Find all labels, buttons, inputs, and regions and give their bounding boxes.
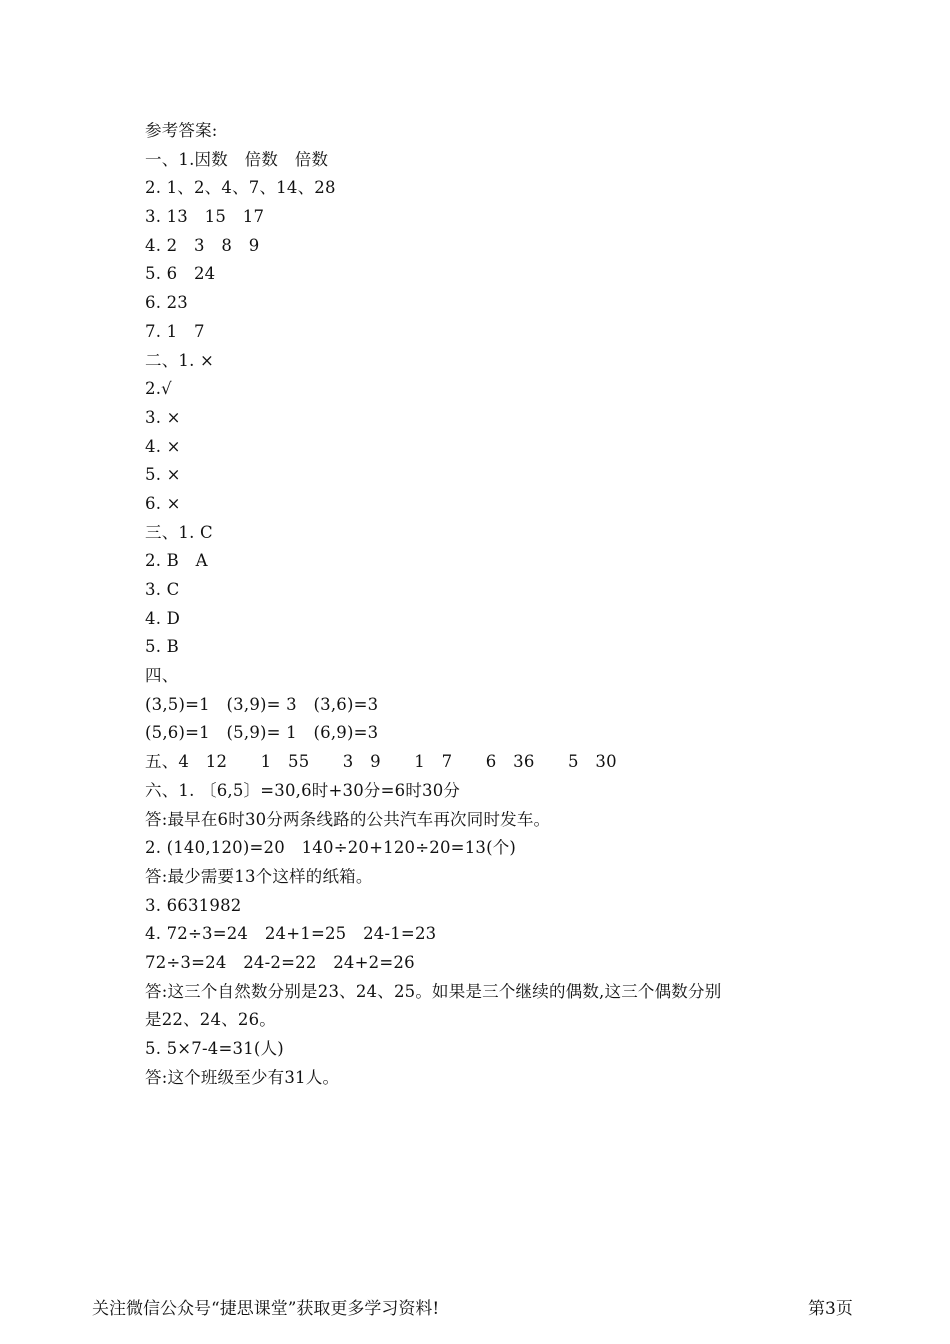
answer-line: 三、1. C [145, 522, 213, 542]
answer-line: 5. × [145, 465, 181, 485]
answer-line: 5. 6 24 [145, 264, 216, 284]
answer-key-title: 参考答案: [145, 121, 218, 140]
page-number: 第3页 [808, 1299, 853, 1319]
answer-line: 3. C [145, 580, 180, 599]
answer-line: 二、1. × [145, 350, 215, 370]
answer-line: 答:这个班级至少有31人。 [145, 1067, 340, 1087]
answer-line: 4. 72÷3=24 24+1=25 24-1=23 [145, 924, 437, 944]
answer-line: 一、1.因数 倍数 倍数 [145, 149, 329, 169]
answer-key [145, 117, 825, 1092]
answer-line: (5,6)=1 (5,9)= 1 (6,9)=3 [145, 723, 379, 743]
answer-line: 3. × [145, 407, 181, 427]
answer-line: 2. (140,120)=20 140÷20+120÷20=13(个) [145, 838, 517, 858]
answer-line: 72÷3=24 24-2=22 24+2=26 [145, 952, 415, 972]
footer-notice: 关注微信公众号“捷思课堂”获取更多学习资料! [92, 1299, 440, 1319]
answer-line: 5. 5×7-4=31(人) [145, 1039, 284, 1058]
answer-line: (3,5)=1 (3,9)= 3 (3,6)=3 [145, 694, 379, 714]
answer-line: 6. 23 [145, 293, 188, 313]
answer-line: 6. × [145, 493, 181, 513]
answer-line: 3. 6631982 [145, 895, 242, 915]
answer-line: 4. 2 3 8 9 [145, 235, 260, 255]
answer-line: 答:这三个自然数分别是23、24、25。如果是三个继续的偶数,这三个偶数分别 [145, 981, 722, 1001]
answer-line: 四、 [145, 666, 179, 686]
answer-line: 5. B [145, 637, 179, 657]
answer-line: 4. D [145, 608, 181, 628]
answer-line: 4. × [145, 436, 181, 456]
answer-line: 2. B A [145, 551, 208, 571]
answer-line: 7. 1 7 [145, 321, 205, 341]
answer-line: 答:最早在6时30分两条线路的公共汽车再次同时发车。 [145, 809, 551, 829]
answer-line: 五、4 12 1 55 3 9 1 7 6 36 5 30 [145, 752, 617, 772]
answer-line: 是22、24、26。 [145, 1010, 276, 1030]
answer-line: 答:最少需要13个这样的纸箱。 [145, 866, 373, 886]
answer-line: 六、1. 〔6,5〕=30,6时+30分=6时30分 [145, 780, 461, 800]
answer-line: 3. 13 15 17 [145, 207, 265, 227]
answer-line: 2.√ [145, 379, 172, 399]
answer-line: 2. 1、2、4、7、14、28 [145, 178, 336, 198]
